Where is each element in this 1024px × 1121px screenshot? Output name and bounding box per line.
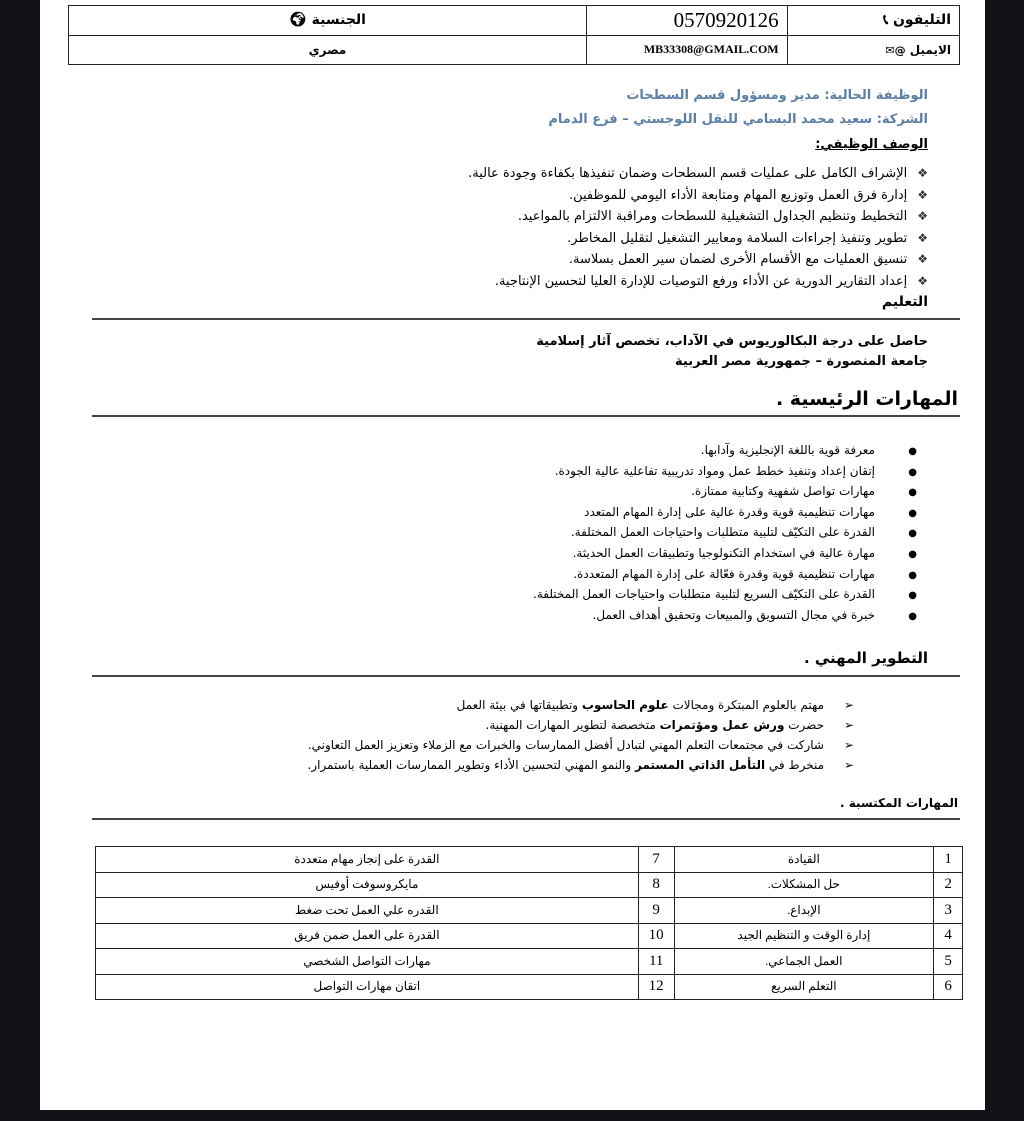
diamond-bullet-icon: ❖: [917, 230, 928, 245]
skill-item: ●القدرة على التكيّف لتلبية متطلبات واحتياجات العمل المختلفة.: [533, 522, 917, 543]
bullet-icon: ●: [908, 507, 917, 519]
divider: [92, 675, 960, 677]
pd-item: ➢منخرط في التأمل الذاتي المستمر والنمو المهني لتحسين الأداء وتطوير الممارسات العملية باستمرار.: [307, 755, 854, 775]
skill-number: 4: [934, 923, 963, 949]
email-label-cell: [787, 35, 959, 65]
table-row: [96, 949, 963, 975]
table-row: [96, 923, 963, 949]
skill-number: 11: [638, 949, 674, 975]
skill-item: ●خبرة في مجال التسويق والمبيعات وتحقيق أهداف العمل.: [533, 605, 917, 626]
phone-label-cell: [787, 6, 959, 36]
education-university: جامعة المنصورة – جمهورية مصر العربية: [675, 354, 928, 369]
skill-name: حل المشكلات.: [674, 872, 934, 898]
divider: [92, 818, 960, 820]
skill-name: الإبداع.: [674, 898, 934, 924]
skill-item: ●إتقان إعداد وتنفيذ خطط عمل ومواد تدريبية تفاعلية عالية الجودة.: [533, 461, 917, 482]
skill-item: ●مهارات تنظيمية قوية وقدرة عالية على إدارة المهام المتعدد: [533, 502, 917, 523]
education-title: التعليم: [881, 294, 928, 310]
skill-name: العمل الجماعي.: [674, 949, 934, 975]
phone-icon: 📞︎: [883, 12, 889, 29]
diamond-bullet-icon: ❖: [917, 252, 928, 266]
pd-item: ➢حضرت ورش عمل ومؤتمرات متخصصة لتطوير المهارات المهنية.: [307, 715, 854, 735]
envelope-icon: @✉︎: [885, 43, 906, 57]
skill-number: 1: [934, 847, 963, 873]
bullet-icon: ●: [908, 487, 917, 499]
skill-item: ●مهارة عالية في استخدام التكنولوجيا وتطبيقات العمل الحديثة.: [533, 543, 917, 564]
bullet-icon: ●: [908, 610, 917, 622]
duty-item: ❖الإشراف الكامل على عمليات قسم السطحات وضمان تنفيذها بكفاءة وجودة عالية.: [468, 166, 928, 181]
duties-list: [468, 163, 928, 292]
skill-number: 10: [638, 923, 674, 949]
skill-item: ●مهارات تواصل شفهية وكتابية ممتازة.: [533, 481, 917, 502]
professional-development-title: التطوير المهني .: [803, 649, 928, 667]
skill-name: القدره علي العمل تحت ضغط: [96, 898, 639, 924]
bullet-icon: ●: [908, 569, 917, 581]
skill-item: ●معرفة قوية باللغة الإنجليزية وآدابها.: [533, 440, 917, 461]
skill-number: 12: [638, 974, 674, 1000]
skill-number: 6: [934, 974, 963, 1000]
contact-table: [68, 5, 960, 65]
acquired-skills-title: المهارات المكتسبة .: [839, 796, 958, 810]
skill-number: 7: [638, 847, 674, 873]
diamond-bullet-icon: ❖: [917, 166, 928, 180]
email-label: الايميل: [909, 42, 951, 57]
diamond-bullet-icon: ❖: [917, 209, 928, 223]
company: الشركة: سعيد محمد البسامي للنقل اللوجستي – فرع الدمام: [548, 112, 928, 127]
skill-number: 3: [934, 898, 963, 924]
current-position: الوظيفة الحالية: مدير ومسؤول قسم السطحات: [626, 88, 928, 103]
table-row: [96, 974, 963, 1000]
phone-value: 0570920126: [586, 6, 787, 36]
divider: [92, 415, 960, 417]
bullet-icon: ●: [908, 528, 917, 540]
skill-name: إدارة الوقت و التنظيم الجيد: [674, 923, 934, 949]
education-degree: حاصل على درجة البكالوريوس في الآداب، تخصص آثار إسلامية: [536, 334, 928, 349]
skill-number: 9: [638, 898, 674, 924]
skill-name: القدرة على إنجاز مهام متعددة: [96, 847, 639, 873]
bullet-icon: ●: [908, 466, 917, 478]
diamond-bullet-icon: ❖: [917, 273, 928, 288]
nationality-label: الجنسية: [311, 12, 366, 29]
email-value: MB33308@GMAIL.COM: [586, 35, 787, 65]
nationality-label-cell: [69, 6, 587, 36]
duty-item: ❖تطوير وتنفيذ إجراءات السلامة ومعايير التشغيل لتقليل المخاطر.: [567, 230, 928, 246]
table-row: [96, 898, 963, 924]
duty-item: ❖إدارة فرق العمل وتوزيع المهام ومتابعة الأداء اليومي للموظفين.: [568, 187, 928, 203]
diamond-bullet-icon: ❖: [917, 187, 928, 202]
arrow-bullet-icon: ➢: [843, 758, 854, 772]
arrow-bullet-icon: ➢: [843, 718, 854, 732]
arrow-bullet-icon: ➢: [843, 738, 854, 752]
arrow-bullet-icon: ➢: [843, 698, 854, 712]
key-skills-title: المهارات الرئيسية .: [775, 388, 958, 410]
skill-item: ●مهارات تنظيمية قوية وقدرة فعّالة على إدارة المهام المتعددة.: [533, 564, 917, 585]
skill-name: مايكروسوفت أوفيس: [96, 872, 639, 898]
duty-item: ❖إعداد التقارير الدورية عن الأداء ورفع التوصيات للإدارة العليا لتحسين الإنتاجية.: [494, 273, 928, 289]
duty-item: ❖التخطيط وتنظيم الجداول التشغيلية للسطحات ومراقبة الالتزام بالمواعيد.: [517, 209, 928, 224]
bullet-icon: ●: [908, 446, 917, 457]
phone-label: التليفون: [892, 12, 951, 29]
job-description-title: الوصف الوظيفي:: [815, 137, 928, 152]
globe-icon: 🌍︎: [289, 12, 307, 29]
skill-name: اتقان مهارات التواصل: [96, 974, 639, 1000]
table-row: [96, 847, 963, 873]
skill-item: ●القدرة على التكيّف السريع لتلبية متطلبات واحتياجات العمل المختلفة.: [533, 584, 917, 605]
divider: [92, 318, 960, 320]
acquired-skills-table: [95, 846, 963, 1000]
bullet-icon: ●: [908, 548, 917, 560]
skill-number: 8: [638, 872, 674, 898]
skill-number: 2: [934, 872, 963, 898]
duty-item: ❖تنسيق العمليات مع الأقسام الأخرى لضمان سير العمل بسلاسة.: [568, 252, 928, 267]
professional-development-list: [307, 695, 854, 775]
skill-name: مهارات التواصل الشخصي: [96, 949, 639, 975]
bullet-icon: ●: [908, 590, 917, 602]
skill-number: 5: [934, 949, 963, 975]
key-skills-list: [533, 440, 917, 625]
nationality-value: مصري: [69, 35, 587, 65]
skill-name: التعلم السريع: [674, 974, 934, 1000]
pd-item: ➢شاركت في مجتمعات التعلم المهني لتبادل أفضل الممارسات والخبرات مع الزملاء وتعزيز العمل التعاوني.: [307, 735, 854, 755]
skill-name: القدرة على العمل ضمن فريق: [96, 923, 639, 949]
pd-item: ➢مهتم بالعلوم المبتكرة ومجالات علوم الحاسوب وتطبيقاتها في بيئة العمل: [307, 695, 854, 715]
skill-name: القيادة: [674, 847, 934, 873]
table-row: [96, 872, 963, 898]
